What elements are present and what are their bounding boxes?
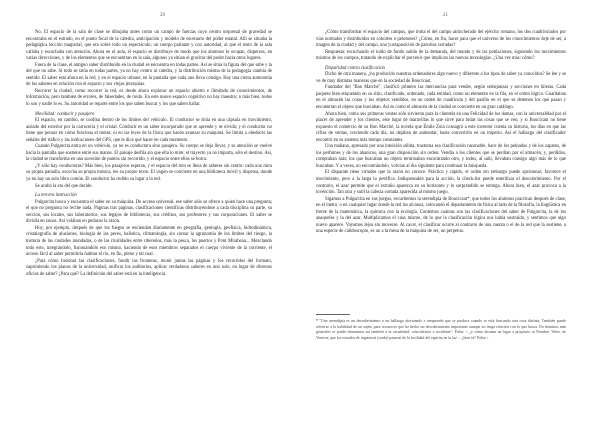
paragraph: Pulgarcita busca y encuentra el saber en su máquina. De acceso universal, ese saber sólo se ofrece a quien hace una pregunta; el que no pregunta no recibe nada. Páginas tras páginas, clasificaciones científicas distribuyéndose a cada disciplina su parte, su sección, sus locales, sus laboratorios, sus legajos de bibliotecas, sus créditos, sus profesores y sus corporaciones. El saber se dividía en zonas. Así volaban en pedazos la razón. bbox=[26, 199, 272, 225]
paragraph: Fundador del "Bon Marché", clasificó primero las mercancías para vender, según semejanzas y secciones en hileras. Cada paquete bien etiquetado en su sitio, clasificado, ordenado, cada entidad, como un elemento en la fila, en el orden lógico. Guardaban en el almacén las cosas y los objetos vendidos, en un orden de cuadrícula y del pasillo en el que se detienen los que pasan y encuentran el objeto que buscaban. Así es como el almacén de la ciudad se convierte en un gran catálogo. bbox=[316, 85, 566, 111]
paragraph: No. El espacio de la sala de clase se dibujaba antes como un campo de fuerzas cuyo centro orquestal de gravedad se encontraba en el estrado, en el punto focal de la cátedra, anticipación y modelo de escenario del poder estatal. Allí se situaba la pedagógica lección magistral, que era sobre todo un espectáculo; un cuerpo parlante y con autoridad, al que el resto de la sala callaba y escuchaba con atención. Ahora en el aula, el espacio se distribuye de modo que los alumnos lo ocupan, dispersos, en varias direcciones, y de los elementos que se encuentran en la sala, algunos ya sitúan el gravitar del poder hacia otros lugares. bbox=[26, 30, 272, 62]
paragraph: Dicho de otra manera, ¿ha producido nuestras ordenadores algo nuevo y diferente a los tipos de saber ya conocidos? Se lee y se ve de muy distintas maneras que en la sociedad de Boucicaut. bbox=[316, 72, 566, 84]
page-number: 20 bbox=[160, 13, 165, 18]
paragraph: El espacio, en cambio, se confina dentro de los límites del vehículo. El conductor se sitúa en una cápsula en movimiento, aislado del exterior por la carrocería y el cristal. Conducir es un saber incorporado que se aprende y se olvida; y el conductor no tiene que pensar en cómo funciona el motor, ni en las leyes de la física que hacen avanzar su máquina. Se limita a obedecer las señales del tráfico y las indicaciones del GPS, que le dice qué hacer en cada momento. bbox=[26, 118, 272, 143]
paragraph: Fuera de la clase, el antiguo saber distribuido en la ciudad se encuentra en todas partes. Así se sitúa la figura del que sabe y la del que no sabe. Si todo se sitúa en todas partes, ya no hay centro ni cátedra, y la distribución misma de la pedagogía cambia de sentido. El saber está ahora en la red, y en el espacio urbano; en la pantalla que cada uno lleva consigo. Hay una cierta autonomía de los saberes en relación con el espacio y sus viejas jerarquías. bbox=[26, 62, 272, 88]
footnote-text: "Una serendipia es un descubrimiento o un hallazgo afortunado e inesperado que se produce cuando se está buscando otra cosa distinta. También puede referirse a la habilidad de un sujeto para reconocer que ha hecho un descubrimiento importante aunque no tenga relación con lo que busca. En términos más generales se puede denominar así también a la casualidad, coincidencia o accidente". Pulsa: < ¿y cómo alcanza un lugar a propósito tu Nombre: Velez, de Venecia, que los estudios de ingeniería (sorda) pasaron de la facilidad del espíritu en la luz ... ¿bien tú? Pulsa:> bbox=[316, 319, 566, 340]
section-heading: Disparidad contra clasificación bbox=[325, 65, 385, 71]
paragraph: Sigamos a Pulgarcita en sus juegos, escuchemos la serendipia de Boucicaut*, que todos los alumnos practican después de clase, en el metro, o en cualquier lugar donde la red los alcanza, colocando el departamento de física al lado de la filosofía, la lingüística en frente de la matemática, la química con la ecología. Contemos cuántas son las clasificaciones del saber de Pulgarcita, la de los anaqueles y la del azar. Multiplicamos el caos mismo, de lo que la clasificación lógica nos había sustraído, y sentimos que algo nuevo aparece. Vayamos lejos sin moverse. Al cavar, el clasificar ocurre al contrario de una cuenta o el de la red que la sostiene, a una especie de calidoscopio, es un a la mesa de la máquina de ser, un perpetuo. bbox=[316, 196, 566, 235]
footnote-mark: * bbox=[316, 319, 318, 323]
paragraph: Hoy, por ejemplo, después de que los fuegos se enciendan diariamente en geografía, geología, geofísica, hidrodinámica, cristalografía de alusiones, biología de las peces, balística, climatología, sin contar la agronomía de los límites del riesgo, la historia de las ciudades inundadas, o de las rivalidades entre ribereños, más la pesca, los puertos y Pont Mirabeau... Mezclando todo esto, integrándolo, fusionándolo eso mismo, haciendo de esos miembros separados el cuerpo viviente de la corriente, el acceso fácil al saber permitiría habitar el río, en fin, pleno y tal cual. bbox=[26, 225, 272, 258]
paragraph: Cuando Pulgarcita entra en un vehículo, ya no es conductora sino pasajera. Su cuerpo se deja llevar, y su atención se vuelve hacia la pantalla que sostiene entre sus manos. El paisaje desfila sin que ella lo mire; el trayecto ya no importa, sólo el destino. Así, la ciudad se transforma en una sucesión de puntos sin recorrido, y el espacio entre ellos se borra. bbox=[26, 144, 272, 163]
paragraph: El disparate tiene virtudes que la razón no conoce. Práctico y rápido, el orden sin embargo puede aprisionar; favorece el movimiento, pero a la larga lo petrifica. Indispensable para la acción, la check-list puede esterilizar el descubrimiento. Por el contrario, el azar permite que el extraño aparezca en su horizonte y lo sorprendido se entrega. Ahora bien, el azar provoca a la invención. Tan rara y sutil la cabeza cortada aparecida al mismo juego. bbox=[316, 170, 566, 196]
paragraph: Respuesta: escuchando el ruido de fondo salido de la demanda, del mundo y de las poblaciones, siguiendo los movimientos mismos de los cuerpos, tratando de explicitar el porvenir que implican las nuevas tecnologías. ¿Una vez más: cómo? bbox=[316, 49, 566, 62]
section-heading: Movilidad: conducir y pasajero bbox=[35, 111, 95, 117]
paragraph: ¿Para cómo fusionar las clasificaciones, fundir las fronteras, reunir juntas las páginas y los recorridos del formato, suprimiendo los planos de la universidad, unificar los auditorios, aplicar verdaderos saberes en uno solo, en lugar de diversos oficios de saber? ¿Para qué? La definición del saber está en la inteligencia. bbox=[26, 258, 272, 277]
right-page-body bbox=[316, 30, 566, 236]
paragraph: Recorrer la ciudad, como recorrer la red, es desde ahora explorar un espacio abierto e ilimitado de conocimientos, de información, pero también de errores, de falsedades, de ruido. En este nuevo espacio cognitivo no hay maestro; o más bien, todos lo son y nadie lo es. Su autoridad se reparte entre los que saben buscar y los que saben hallar. bbox=[26, 88, 272, 108]
footnote bbox=[316, 319, 566, 341]
footnote-divider bbox=[316, 314, 350, 315]
paragraph: Una mañana, apresado por una intuición súbita, trastorna esa clasificación razonable, hace de los peinados y de los zapatos, de los perfumes y de los abanicos, una gran disposición sin orden. Vendía a los clientes que se perdían por el almacén, y, perdidos, compraban más; los que buscaban un objeto terminaban encontrando otro, y todos, al salir, llevaban consigo algo más de lo que buscaban. Y a veces, no encontrándolo, volvían al día siguiente para continuar la búsqueda. bbox=[316, 144, 566, 169]
paragraph: Ahora bien, como sus primeras ventas sólo sirvieron para la clientela en una Felicidad de los damas, con la universalidad por el placer de aprender y los clientes, este lugar de maravillas lo que sirve para todas las cosas que se ven, y si Boucicaut no tiene expuesto el comercio de su Bon Marché, la novela que Émile Zola consagró a este inventor cuenta su historia, los días en que las cifras de ventas, creciendo cada día, no dejaban de aumentar, hasta convertirlo en un imperio. Así el hallazgo del clasificador encontró en su sistema más tiempo constantes. bbox=[316, 111, 566, 143]
left-page-body bbox=[26, 30, 272, 278]
section-heading: La tercera instrucción bbox=[35, 193, 77, 199]
page-number: 21 bbox=[443, 13, 448, 18]
paragraph: Se acabó la era del que decide. bbox=[35, 183, 93, 189]
right-page bbox=[300, 0, 600, 424]
paragraph: ¿Cómo transformar el espacio del campus, que imita el del campo atrincherado del ejército romano, los dos cuadriculados por vías normales y distribuidos en cohortes o pelotones? ¿Cómo, en fin, hacer para que el universo de los conocimientos deje de ser, a imagen de la ciudad y del campo, una yuxtaposición de parcelas cerradas? bbox=[316, 30, 566, 49]
paragraph: ¿Y sólo hay conductores? Más bien, los pasajeros esperan, y el espacio del tren se llena de saberes sin centro: cada uno mira su propia pantalla, escucha su propia música, lee su propio texto. El vagón se convierte en una biblioteca móvil y dispersa, donde ya no hay un solo libro común. El conductor ha cedido su lugar a la red. bbox=[26, 163, 272, 183]
